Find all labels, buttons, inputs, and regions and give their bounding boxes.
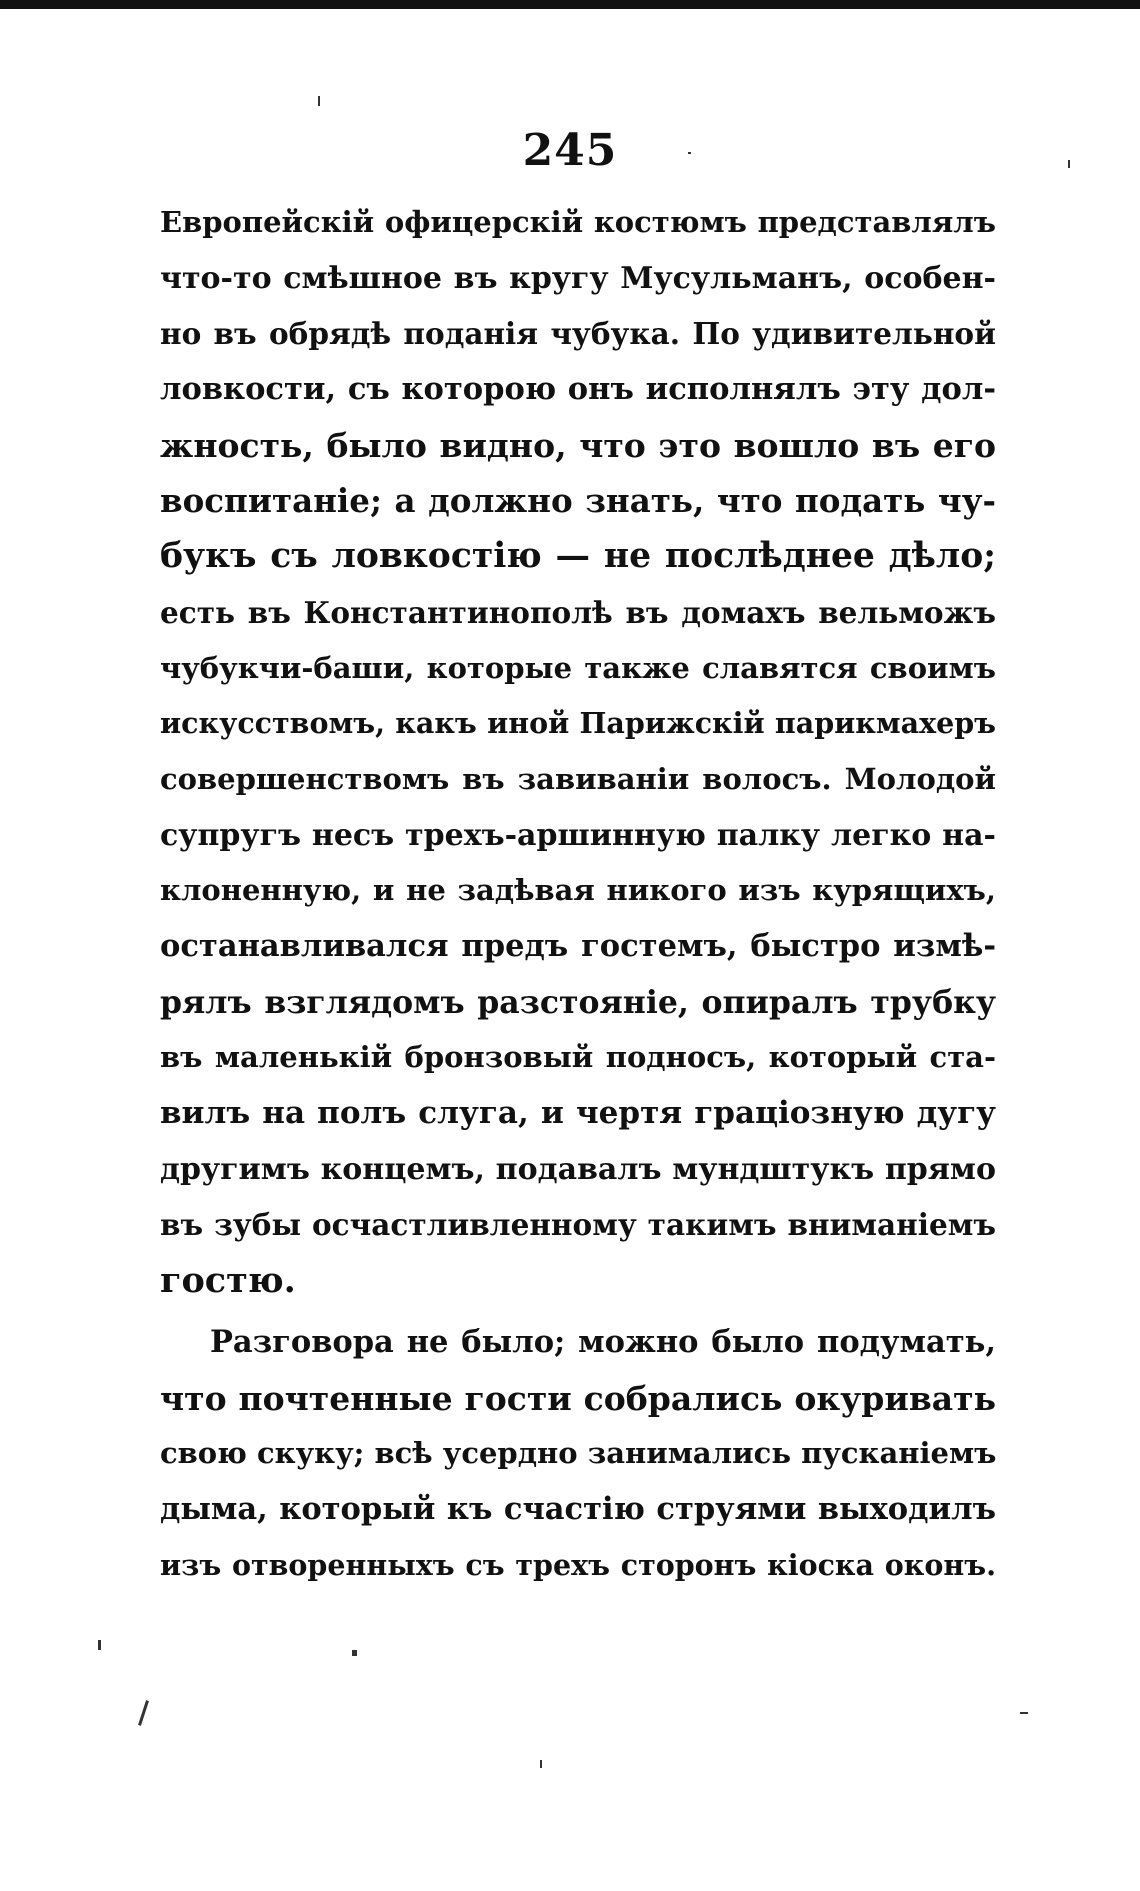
text-line: Разговора не было; можно было подумать, [210,1324,996,1360]
page-number: 245 [522,125,618,176]
text-line: супругъ несъ трехъ-аршинную палку легко на- [160,817,996,853]
text-line: въ маленькій бронзовый подносъ, который ста- [160,1040,996,1075]
text-line: свою скуку; всѣ усердно занимались пусканіемъ [160,1436,997,1471]
text-line: гостю. [160,1260,296,1302]
scan-speck [688,152,691,154]
scan-speck [540,1760,542,1768]
text-line: есть въ Константинополѣ въ домахъ вельможъ [160,594,996,630]
text-line: что-то смѣшное въ кругу Мусульманъ, особен- [160,260,996,296]
paragraph-1 [160,195,996,1309]
text-line: ловкости, съ которою онъ исполнялъ эту дол- [160,371,996,408]
text-line: дыма, который къ счастію струями выходилъ [160,1491,996,1528]
text-line: останавливался предъ гостемъ, быстро измѣ- [160,927,996,964]
scan-speck [138,1700,149,1726]
text-line: жность, было видно, что это вошло въ его [160,425,996,465]
text-line: въ зубы осчастливленному такимъ вниманіемъ [160,1207,996,1243]
text-line: изъ отворенныхъ съ трехъ сторонъ кіоска оконъ. [160,1547,996,1582]
text-line: клоненную, и не задѣвая никого изъ курящихъ, [160,873,996,908]
scan-speck [318,96,320,106]
text-line: но въ обрядѣ поданія чубука. По удивительной [160,316,996,352]
top-rule [0,0,1140,9]
text-line: Европейскій офицерскій костюмъ представлялъ [160,205,996,239]
text-line: что почтенные гости собрались окуривать [160,1378,996,1418]
scan-speck [352,1650,357,1656]
text-line: чубукчи-баши, которые также славятся своимъ [160,650,996,685]
text-line: букъ съ ловкостію — не послѣднее дѣло; [160,536,996,577]
paragraph-2 [160,1315,996,1593]
scan-speck [1068,160,1070,168]
scan-speck [98,1640,101,1650]
scan-speck [1020,1712,1028,1714]
text-line: искусствомъ, какъ иной Парижскій парикмахеръ [160,706,996,741]
text-line: рялъ взглядомъ разстояніе, опиралъ трубку [160,983,996,1021]
text-line: другимъ концемъ, подавалъ мундштукъ прямо [160,1151,996,1187]
text-line: совершенствомъ въ завиваніи волосъ. Молодой [160,761,996,796]
text-line: вилъ на полъ слуга, и чертя граціозную дугу [160,1095,996,1131]
text-line: воспитаніе; а должно знать, что подать чу- [160,481,996,521]
